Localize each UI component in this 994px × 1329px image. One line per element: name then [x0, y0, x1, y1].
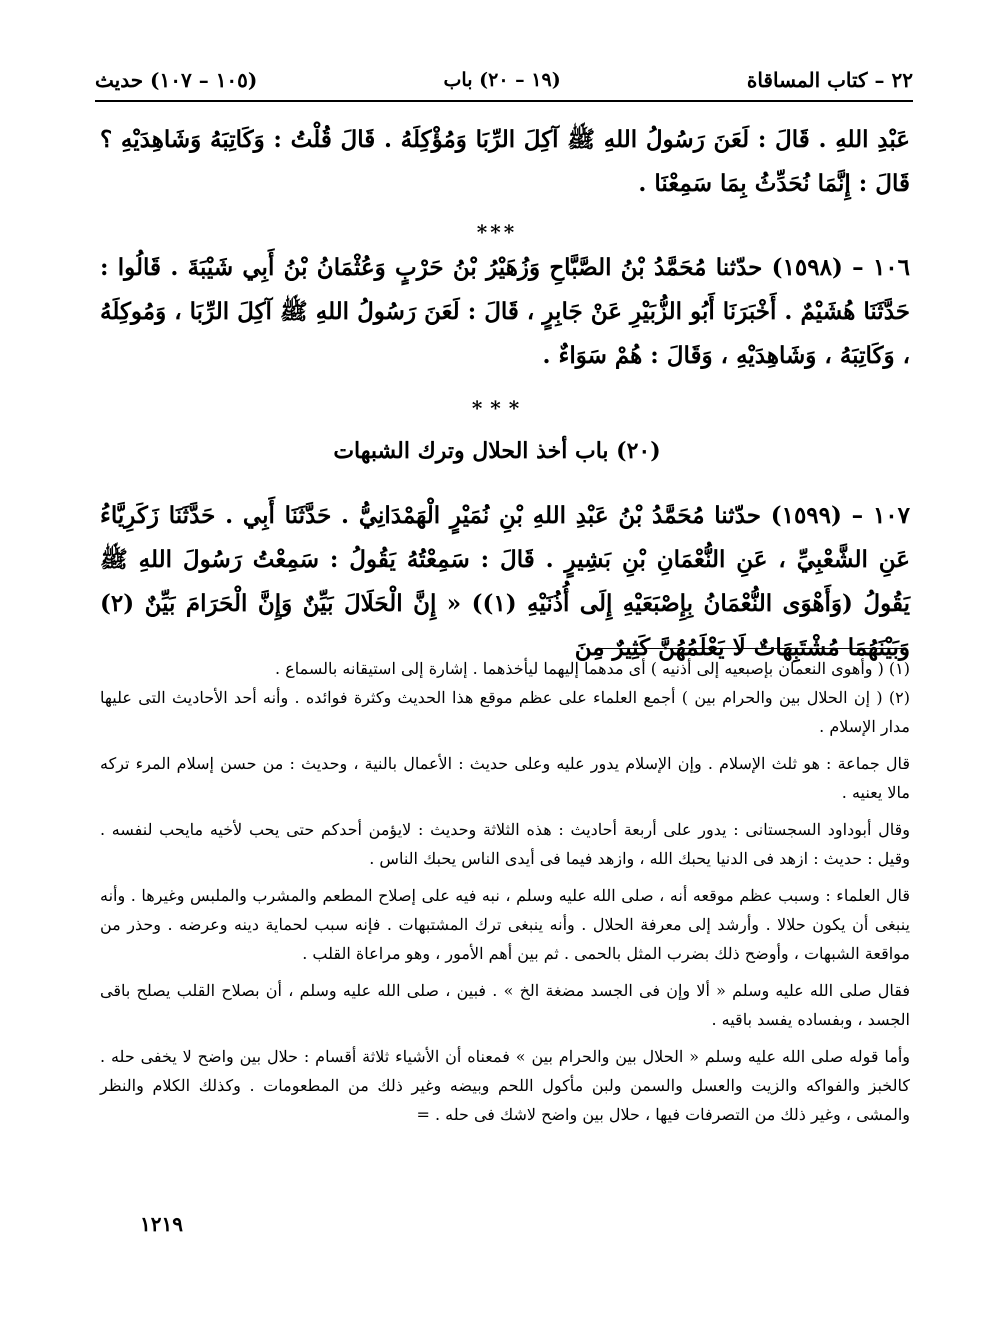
header-hadith-range: (١٠٥ – ١٠٧) حديث — [95, 68, 258, 92]
footnote-para-3: قال جماعة : هو ثلث الإسلام . وإن الإسلام يدور عليه وعلى حديث : الأعمال بالنية ، وحديث : من حسن إسلام المرء تركه مالا يعنيه . — [100, 754, 911, 802]
hadith-107: ١٠٧ – (١٥٩٩) حدّثنا مُحَمَّدُ بْنُ عَبْدِ اللهِ بْنِ نُمَيْرٍ الْهَمْدَانِيُّ . حَدَّثَنَا أَبِي . حَدَّثَنَا زَكَرِيَّاءُ عَنِ الشَّعْبِيِّ ، عَنِ النُّعْمَانِ بْنِ بَشِيرٍ . قَالَ : سَمِعْتُهُ يَقُولُ : سَمِعْتُ رَسُولَ اللهِ ﷺ يَقُولُ (وَأَهْوَى النُّعْمَانُ بِإِصْبَعَيْهِ إِلَى أُذُنَيْهِ (١)) « إِنَّ الْحَلَالَ بَيِّنٌ وَإِنَّ الْحَرَامَ بَيِّنٌ (٢) وَبَيْنَهُمَا مُشْتَبِهَاتٌ لَا يَعْلَمُهُنَّ كَثِيرٌ مِنَ — [100, 502, 910, 661]
footnote-separator — [600, 648, 905, 649]
header-chapter-range: (١٩ – ٢٠) باب — [443, 69, 561, 91]
chapter-heading: (٢٠) باب أخذ الحلال وترك الشبهات — [333, 438, 661, 464]
separator-stars: *** — [476, 220, 518, 244]
footnote-para-6: فقال صلى الله عليه وسلم « ألا وإن فى الجسد مضغة الخ » . فبين ، صلى الله عليه وسلم ، أن بصلاح القلب يصلح باقى الجسد ، وبفساده يفسد باقيه . — [100, 981, 911, 1029]
page-number: ١٢١٩ — [140, 1212, 183, 1236]
footnote-para-5: قال العلماء : وسبب عظم موقعه أنه ، صلى الله عليه وسلم ، نبه فيه على إصلاح المطعم والمشرب والملبس وغيرها . وأنه ينبغى أن يكون حلالا . وأرشد إلى معرفة الحلال . وأنه ينبغى ترك المشتبهات . فإنه سبب لحماية دينه وعرضه . وحذر من مواقعة الشبهات ، وأوضح ذلك بضرب المثل بالحمى . ثم بين أهم الأمور ، وهو مراعاة القلب . — [100, 886, 910, 963]
running-header — [95, 62, 913, 98]
footnotes — [100, 654, 910, 1129]
header-rule — [95, 100, 913, 102]
footnote-2: (٢) ( إن الحلال بين والحرام بين ) أجمع العلماء على عظم موقع هذا الحديث وكثرة فوائده . وأنه أحد الأحاديث التى عليها مدار الإسلام . — [100, 688, 910, 736]
separator-stars-2: * * * — [471, 396, 523, 420]
header-book-title: ٢٢ – كتاب المساقاة — [746, 68, 913, 92]
passage-continuation: عَبْدِ اللهِ . قَالَ : لَعَنَ رَسُولُ اللهِ ﷺ آكِلَ الرِّبَا وَمُؤْكِلَهُ . قَالَ قُلْتُ : وَكَاتِبَهُ وَشَاهِدَيْهِ ؟ قَالَ : إِنَّمَا نُحَدِّثُ بِمَا سَمِعْنَا . — [100, 126, 910, 197]
footnote-1: (١) ( وأهوى النعمان بإصبعيه إلى أذنيه ) أى مدهما إليهما ليأخذهما . إشارة إلى استيقانه بالسماع . — [274, 659, 910, 678]
footnote-para-4: وقال أبوداود السجستانى : يدور على أربعة أحاديث : هذه الثلاثة وحديث : لايؤمن أحدكم حتى يحب لأخيه مايحب لنفسه . وقيل : حديث : ازهد فى الدنيا يحبك الله ، وازهد فيما فى أيدى الناس يحبك الناس . — [100, 820, 910, 868]
footnote-para-7: وأما قوله صلى الله عليه وسلم « الحلال بين والحرام بين » فمعناه أن الأشياء ثلاثة أقسام : حلال بين واضح لا يخفى حله . كالخبز والفواكه والزيت والعسل والسمن ولبن مأكول اللحم وبيضه وغير ذلك من المطعومات . وكذلك الكلام والنظر والمشى ، وغير ذلك من التصرفات فيها ، حلال بين واضح لاشك فى حله . = — [100, 1047, 910, 1124]
hadith-106: ١٠٦ – (١٥٩٨) حدّثنا مُحَمَّدُ بْنُ الصَّبَّاحِ وَزُهَيْرُ بْنُ حَرْبٍ وَعُثْمَانُ بْنُ أَبِي شَيْبَةَ . قَالُوا : حَدَّثَنَا هُشَيْمٌ . أَخْبَرَنَا أَبُو الزُّبَيْرِ عَنْ جَابِرٍ ، قَالَ : لَعَنَ رَسُولُ اللهِ ﷺ آكِلَ الرِّبَا ، وَمُوكِلَهُ ، وَكَاتِبَهُ ، وَشَاهِدَيْهِ ، وَقَالَ : هُمْ سَوَاءٌ . — [100, 254, 910, 369]
